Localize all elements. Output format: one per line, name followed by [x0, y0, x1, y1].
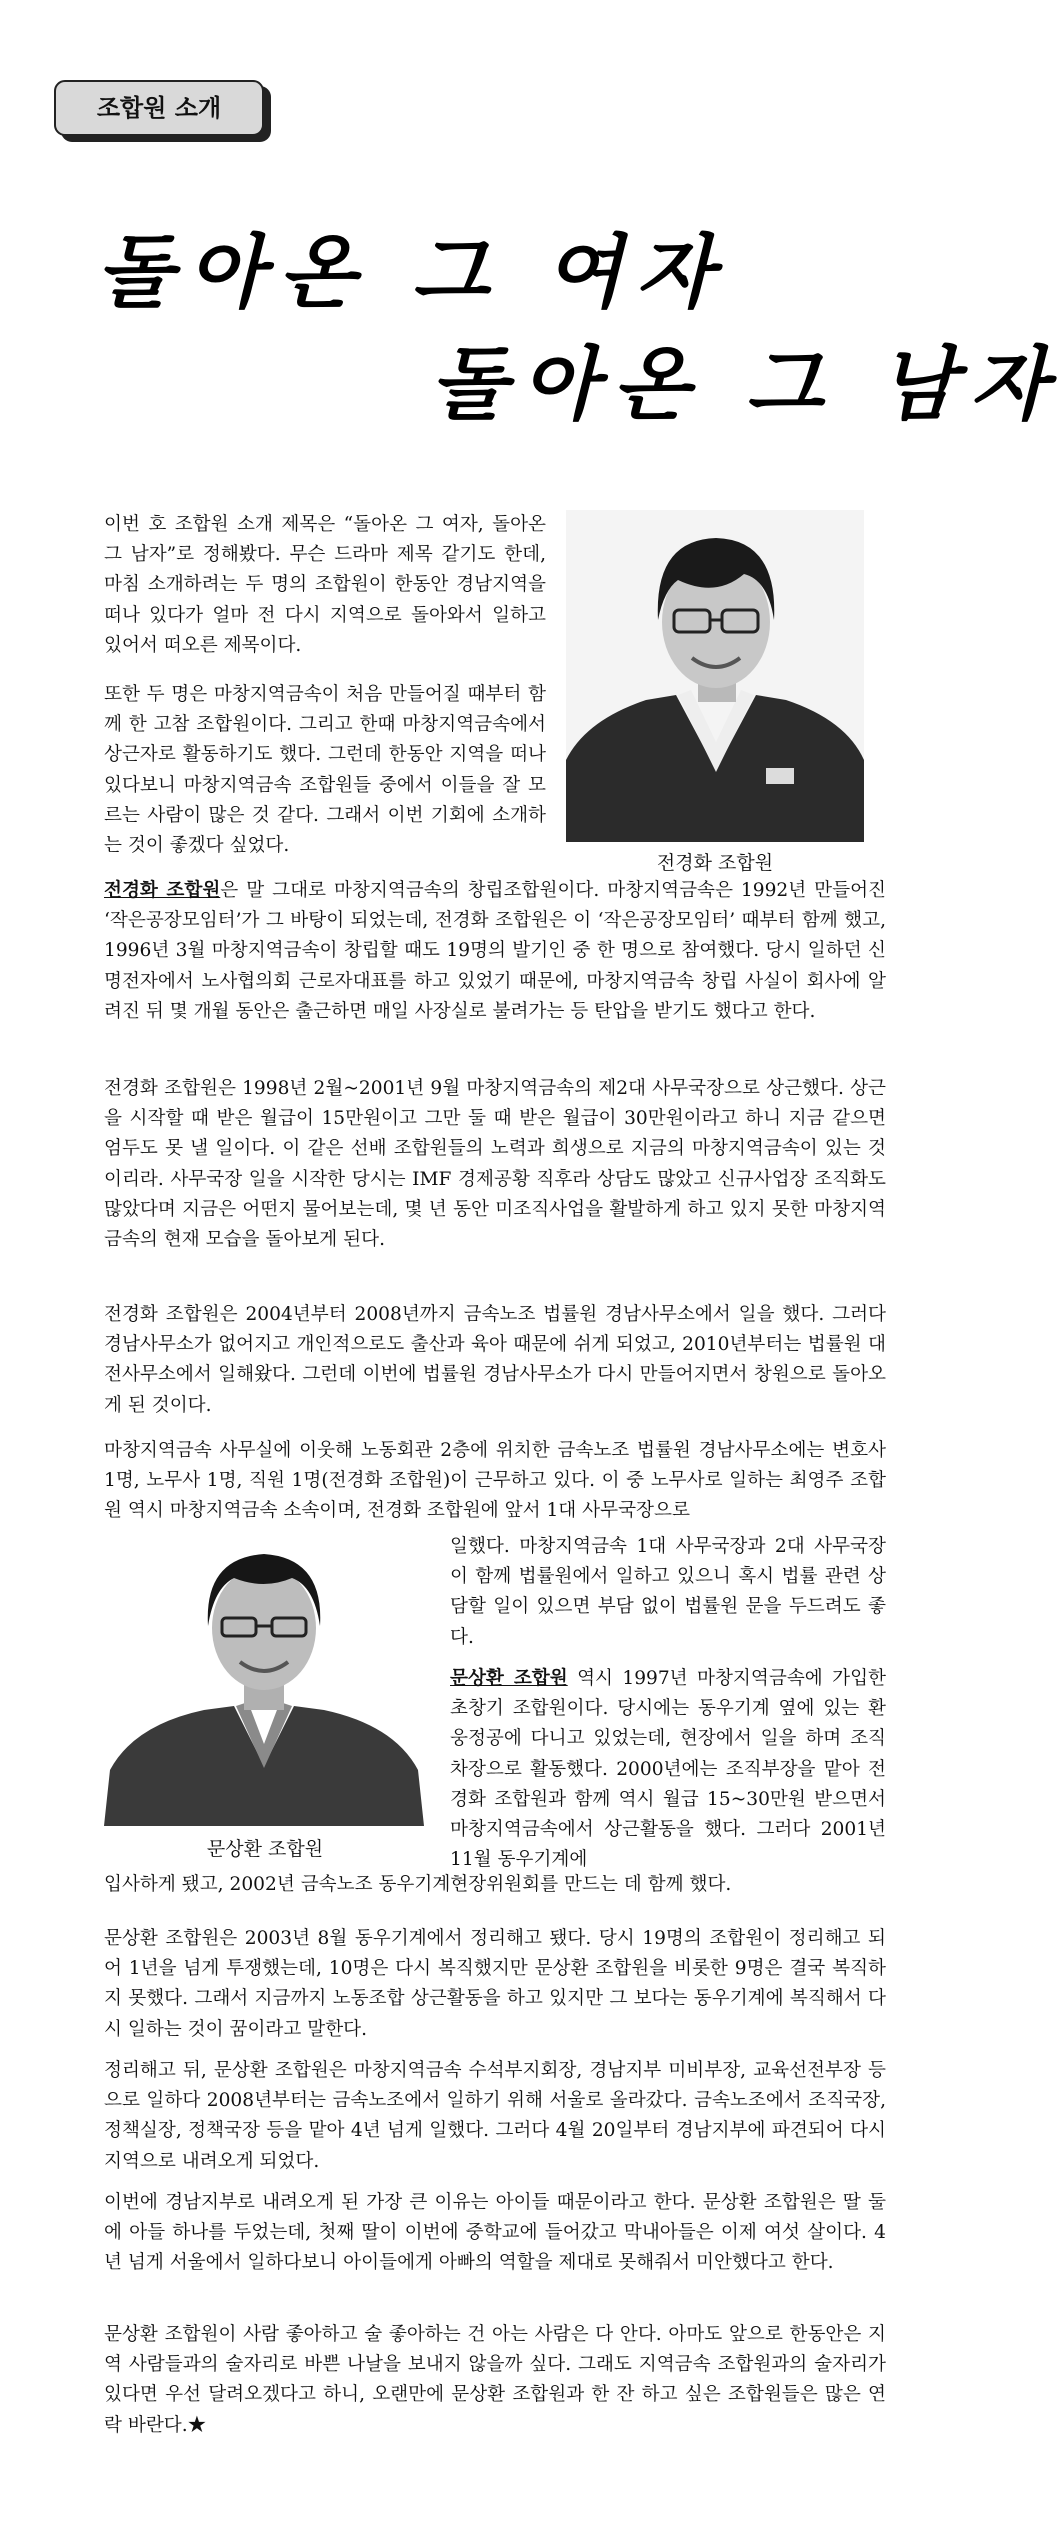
paragraph-closing: 문상환 조합원이 사람 좋아하고 술 좋아하는 건 아는 사람은 다 안다. 아마도 앞으로 한동안은 지역 사람들과의 술자리로 바쁜 나날을 보내지 않을까 싶다. 그래도 지역금속 조합원과의 술자리가 있다면 우선 달려오겠다고 하니, 오랜만에 문상환 조합원과 한 잔 하고 싶은 조합원들은 많은 연락 바란다.★ — [104, 2324, 886, 2436]
paragraph-moon-joining — [450, 1664, 886, 1875]
caption-photo-1: 전경화 조합원 — [656, 852, 774, 874]
woman-portrait-icon — [566, 510, 864, 842]
paragraph-moon-joining-cont: 입사하게 됐고, 2002년 금속노조 동우기계현장위원회를 만드는 데 함께 했다. — [104, 1874, 732, 1895]
paragraph-moon-dismissal: 문상환 조합원은 2003년 8월 동우기계에서 정리해고 됐다. 당시 19명의 조합원이 정리해고 되어 1년을 넘게 투쟁했는데, 10명은 다시 복직했지만 문상환 조합원을 비롯한 9명은 결국 복직하지 못했다. 그래서 지금까지 노동조합 상근활동을 하고 있지만 그 보다는 동우기계에 복직해서 다시 일하는 것이 꿈이라고 말한다. — [104, 1928, 886, 2040]
paragraph-moon-career: 정리해고 뒤, 문상환 조합원은 마창지역금속 수석부지회장, 경남지부 미비부장, 교육선전부장 등으로 일하다 2008년부터는 금속노조에서 일하기 위해 서울로 올라갔다. 금속노조에서 조직국장, 정책실장, 정책국장 등을 맡아 4년 넘게 일했다. 그러다 4월 20일부터 경남지부에 파견되어 다시 지역으로 내려오게 되었다. — [104, 2060, 886, 2172]
paragraph-legal-office-cont: 일했다. 마창지역금속 1대 사무국장과 2대 사무국장이 함께 법률원에서 일하고 있으니 혹시 법률 관련 상담할 일이 있으면 부담 없이 법률원 문을 두드려도 좋다. — [450, 1536, 886, 1648]
paragraph-moon-joining-text: 역시 1997년 마창지역금속에 가입한 초창기 조합원이다. 당시에는 동우기계 옆에 있는 환웅정공에 다니고 있었는데, 현장에서 일을 하며 조직차장으로 활동했다. 2000년에는 조직부장을 맡아 전경화 조합원과 함께 역시 월급 15~30만원 받으면서 마창지역금속에서 상근활동을 했다. 그러다 2001년 11월 동우기계에 — [450, 1668, 886, 1871]
paragraph-background: 또한 두 명은 마창지역금속이 처음 만들어질 때부터 함께 한 고참 조합원이다. 그리고 한때 마창지역금속에서 상근자로 활동하기도 했다. 그런데 한동안 지역을 떠나 있다보니 마창지역금속 조합원들 중에서 이들을 잘 모르는 사람이 많은 것 같다. 그래서 이번 기회에 소개하는 것이 좋겠다 싶었다. — [104, 684, 546, 857]
man-portrait-icon — [104, 1530, 424, 1826]
title-line-1: 돌아온 그 여자 — [96, 226, 728, 319]
paragraph-jeon-founding-text: 은 말 그대로 마창지역금속의 창립조합원이다. 마창지역금속은 1992년 만들어진 ‘작은공장모임터’가 그 바탕이 되었는데, 전경화 조합원은 이 ‘작은공장모임터’ 때부터 함께 했고, 1996년 3월 마창지역금속이 창립할 때도 19명의 발기인 중 한 명으로 참여했다. 당시 일하던 신명전자에서 노사협의회 근로자대표를 하고 있었기 때문에, 마창지역금속 창립 사실이 회사에 알려진 뒤 몇 개월 동안은 출근하면 매일 사장실로 불려가는 등 탄압을 받기도 했다고 한다. — [104, 880, 886, 1022]
paragraph-moon-family: 이번에 경남지부로 내려오게 된 가장 큰 이유는 아이들 때문이라고 한다. 문상환 조합원은 딸 둘에 아들 하나를 두었는데, 첫째 딸이 이번에 중학교에 들어갔고 막내아들은 이제 여섯 살이다. 4년 넘게 서울에서 일하다보니 아이들에게 아빠의 역할을 제대로 못해줘서 미안했다고 한다. — [104, 2192, 886, 2274]
paragraph-jeon-founding — [104, 876, 886, 1027]
paragraph-jeon-secretary: 전경화 조합원은 1998년 2월~2001년 9월 마창지역금속의 제2대 사무국장으로 상근했다. 상근을 시작할 때 받은 월급이 15만원이고 그만 둘 때 받은 월급이 30만원이라고 하니 지금 같으면 엄두도 못 낼 일이다. 이 같은 선배 조합원들의 노력과 희생으로 지금의 마창지역금속이 있는 것이리라. 사무국장 일을 시작한 당시는 IMF 경제공황 직후라 상담도 많았고 신규사업장 조직화도 많았다며 지금은 어떤지 물어보는데, 몇 년 동안 미조직사업을 활발하게 하고 있지 못한 마창지역금속의 현재 모습을 돌아보게 된다. — [104, 1078, 886, 1251]
name-moon: 문상환 조합원 — [450, 1668, 568, 1689]
paragraph-legal-office: 마창지역금속 사무실에 이웃해 노동회관 2층에 위치한 금속노조 법률원 경남사무소에는 변호사 1명, 노무사 1명, 직원 1명(전경화 조합원)이 근무하고 있다. 이 중 노무사로 일하는 최영주 조합원 역시 마창지역금속 소속이며, 전경화 조합원에 앞서 1대 사무국장으로 — [104, 1440, 886, 1522]
name-jeon: 전경화 조합원 — [104, 880, 221, 901]
section-tag: 조합원 소개 — [54, 80, 264, 136]
woman-portrait-photo — [566, 510, 864, 842]
title-line-2: 돌아온 그 남자 — [430, 338, 1061, 431]
man-portrait-photo — [104, 1530, 424, 1826]
paragraph-intro: 이번 호 조합원 소개 제목은 “돌아온 그 여자, 돌아온 그 남자”로 정해봤다. 무슨 드라마 제목 같기도 한데, 마침 소개하려는 두 명의 조합원이 한동안 경남지역을 떠나 있다가 얼마 전 다시 지역으로 돌아와서 일하고 있어서 떠오른 제목이다. — [104, 514, 546, 656]
paragraph-jeon-legal: 전경화 조합원은 2004년부터 2008년까지 금속노조 법률원 경남사무소에서 일을 했다. 그러다 경남사무소가 없어지고 개인적으로도 출산과 육아 때문에 쉬게 되었고, 2010년부터는 법률원 대전사무소에서 일해왔다. 그런데 이번에 법률원 경남사무소가 다시 만들어지면서 창원으로 돌아오게 된 것이다. — [104, 1304, 887, 1416]
caption-photo-2: 문상환 조합원 — [206, 1838, 324, 1860]
